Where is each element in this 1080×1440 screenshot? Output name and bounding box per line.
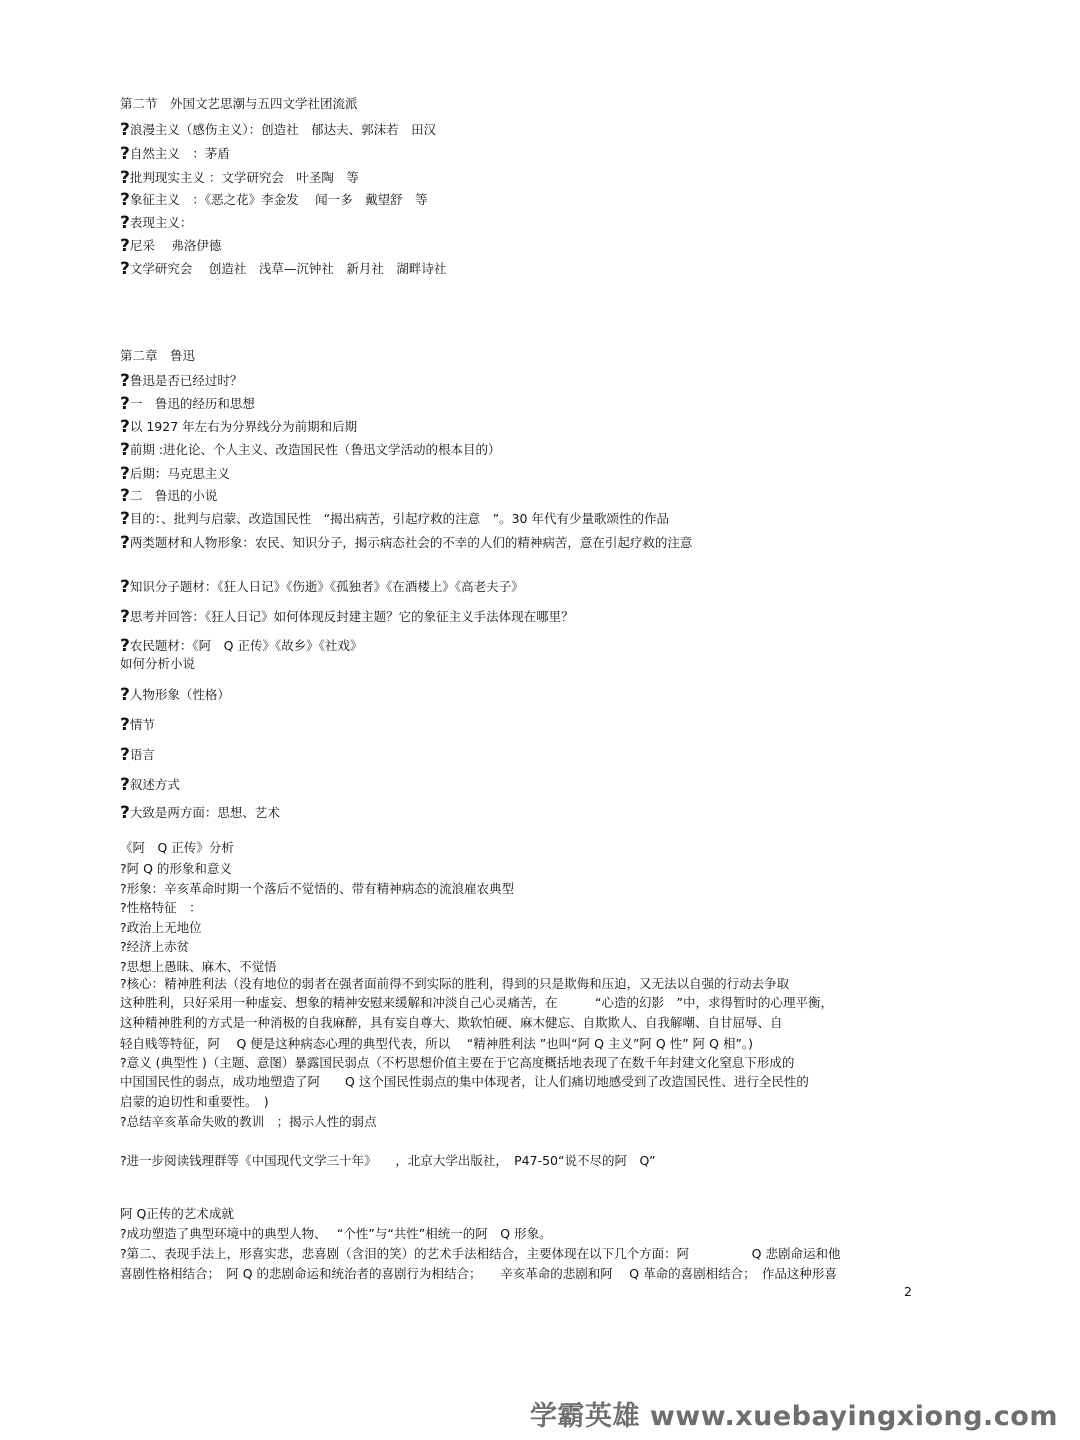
bullet-glyph: ? <box>120 259 130 279</box>
list-item: ?形象：辛亥革命时期一个落后不觉悟的、带有精神病态的流浪雇农典型 <box>120 881 515 896</box>
bullet-glyph: ? <box>120 959 127 974</box>
list-item: ?成功塑造了典型环境中的典型人物、 “个性”与“共性”相统一的阿 Q 形象。 <box>120 1226 552 1241</box>
list-item: ?批判现实主义 ：文学研究会 叶圣陶 等 <box>120 168 359 188</box>
bullet-glyph: ? <box>120 486 130 506</box>
list-item: ?目的：、批判与启蒙、改造国民性 “揭出病苦，引起疗救的注意 ”。30 年代有少量歌颂性的作品 <box>120 509 669 529</box>
list-item: ?性格特征 ： <box>120 900 202 915</box>
bullet-glyph: ? <box>120 168 130 188</box>
bullet-glyph: ? <box>120 577 130 597</box>
bullet-glyph: ? <box>120 745 130 765</box>
list-item: ?后期：马克思主义 <box>120 464 230 484</box>
paragraph-line: 轻自贱等特征，阿 Q 便是这种病态心理的典型代表，所以 “精神胜利法 ”也叫“阿 Q 主义”阿 Q 性” 阿 Q 相”。) <box>120 1036 754 1051</box>
subheading: 阿 Q正传的艺术成就 <box>120 1206 234 1221</box>
bullet-glyph: ? <box>120 371 130 391</box>
list-item: ?文学研究会 创造社 浅草—沉钟社 新月社 湖畔诗社 <box>120 259 447 279</box>
bullet-glyph: ? <box>120 144 130 164</box>
list-item: ?思想上愚昧、麻木、不觉悟 <box>120 959 277 974</box>
list-item: ?核心：精神胜利法（没有地位的弱者在强者面前得不到实际的胜利，得到的只是欺侮和压迫，又无法以自强的行动去争取 <box>120 976 790 991</box>
bullet-glyph: ? <box>120 1226 127 1241</box>
paragraph-line: 启蒙的迫切性和重要性。 ) <box>120 1094 269 1109</box>
list-item: ?二 鲁迅的小说 <box>120 486 218 506</box>
list-item: ?鲁迅是否已经过时？ <box>120 371 243 391</box>
bullet-glyph: ? <box>120 509 130 529</box>
bullet-glyph: ? <box>120 636 130 656</box>
list-item: ?第二、表现手法上，形喜实悲，悲喜剧（含泪的笑）的艺术手法相结合，主要体现在以下几个方面：阿 Q 悲剧命运和他 <box>120 1246 841 1261</box>
bullet-glyph: ? <box>120 920 127 935</box>
bullet-glyph: ? <box>120 1114 127 1129</box>
paragraph-line: 这种精神胜利的方式是一种消极的自我麻醉，具有妄自尊大、欺软怕硬、麻木健忘、自欺欺人、自我解嘲、自甘屈辱、自 <box>120 1015 783 1030</box>
bullet-glyph: ? <box>120 1153 127 1168</box>
section-heading-2: 第二节 外国文艺思潮与五四文学社团流派 <box>120 96 358 111</box>
list-item: ?思考并回答：《狂人日记》如何体现反封建主题？它的象征主义手法体现在哪里？ <box>120 607 574 627</box>
chapter-heading: 第二章 鲁迅 <box>120 348 196 363</box>
list-item: ?人物形象（性格） <box>120 685 230 705</box>
paragraph-line: 这种胜利，只好采用一种虚妄、想象的精神安慰来缓解和冲淡自己心灵痛苦，在 “心造的幻影 ”中，求得暂时的心理平衡， <box>120 995 833 1010</box>
list-item: ?前期 :进化论、个人主义、改造国民性（鲁迅文学活动的根本目的） <box>120 440 501 460</box>
bullet-glyph: ? <box>120 190 130 210</box>
list-item: ?情节 <box>120 715 155 735</box>
page-number: 2 <box>904 1284 912 1299</box>
subheading: 《阿 Q 正传》分析 <box>120 840 234 855</box>
list-item: ?两类题材和人物形象：农民、知识分子，揭示病态社会的不幸的人们的精神病苦，意在引起疗救的注意 <box>120 533 693 553</box>
bullet-glyph: ? <box>120 881 127 896</box>
list-item: ?尼采 弗洛伊德 <box>120 236 222 256</box>
list-item: ?象征主义 ：《恶之花》李金发 闻一多 戴望舒 等 <box>120 190 428 210</box>
bullet-glyph: ? <box>120 417 130 437</box>
bullet-glyph: ? <box>120 803 130 823</box>
list-item: ?意义 (典型性 )（主题、意图）暴露国民弱点（不朽思想价值主要在于它高度概括地表现了在数千年封建文化窒息下形成的 <box>120 1055 795 1070</box>
bullet-glyph: ? <box>120 394 130 414</box>
list-item: ?进一步阅读钱理群等《中国现代文学三十年》 ，北京大学出版社， P47-50“说不尽的阿 Q” <box>120 1153 656 1168</box>
paragraph-line: 喜剧性格相结合； 阿 Q 的悲剧命运和统治者的喜剧行为相结合； 辛亥革命的悲剧和阿 Q 革命的喜剧相结合； 作品这种形喜 <box>120 1266 837 1281</box>
list-item: ?大致是两方面：思想、艺术 <box>120 803 280 823</box>
list-item: ?语言 <box>120 745 155 765</box>
bullet-glyph: ? <box>120 976 127 991</box>
bullet-glyph: ? <box>120 939 127 954</box>
list-item: ?以 1927 年左右为分界线分为前期和后期 <box>120 417 358 437</box>
site-watermark: 学霸英雄 www.xuebayingxiong.com <box>529 1401 1058 1432</box>
list-item: ?农民题材：《阿 Q 正传》《故乡》《社戏》 <box>120 636 363 656</box>
list-item: ?总结辛亥革命失败的教训 ；揭示人性的弱点 <box>120 1114 377 1129</box>
bullet-glyph: ? <box>120 1055 127 1070</box>
bullet-glyph: ? <box>120 213 130 233</box>
bullet-glyph: ? <box>120 685 130 705</box>
list-item: ?一 鲁迅的经历和思想 <box>120 394 255 414</box>
bullet-glyph: ? <box>120 533 130 553</box>
bullet-glyph: ? <box>120 607 130 627</box>
list-item: ?自然主义 ：茅盾 <box>120 144 230 164</box>
bullet-glyph: ? <box>120 1246 127 1261</box>
subheading: 如何分析小说 <box>120 656 196 671</box>
bullet-glyph: ? <box>120 120 130 140</box>
paragraph-line: 中国国民性的弱点，成功地塑造了阿 Q 这个国民性弱点的集中体现者，让人们痛切地感受到了改造国民性、进行全民性的 <box>120 1074 809 1089</box>
list-item: ?经济上赤贫 <box>120 939 190 954</box>
list-item: ?阿 Q 的形象和意义 <box>120 861 232 876</box>
bullet-glyph: ? <box>120 236 130 256</box>
bullet-glyph: ? <box>120 464 130 484</box>
bullet-glyph: ? <box>120 900 127 915</box>
bullet-glyph: ? <box>120 861 127 876</box>
bullet-glyph: ? <box>120 715 130 735</box>
list-item: ?知识分子题材：《狂人日记》《伤逝》《孤独者》《在酒楼上》《高老夫子》 <box>120 577 524 597</box>
list-item: ?政治上无地位 <box>120 920 202 935</box>
bullet-glyph: ? <box>120 440 130 460</box>
list-item: ?叙述方式 <box>120 775 180 795</box>
list-item: ?浪漫主义（感伤主义）：创造社 郁达夫、郭沫若 田汉 <box>120 120 437 140</box>
bullet-glyph: ? <box>120 775 130 795</box>
list-item: ?表现主义： <box>120 213 193 233</box>
